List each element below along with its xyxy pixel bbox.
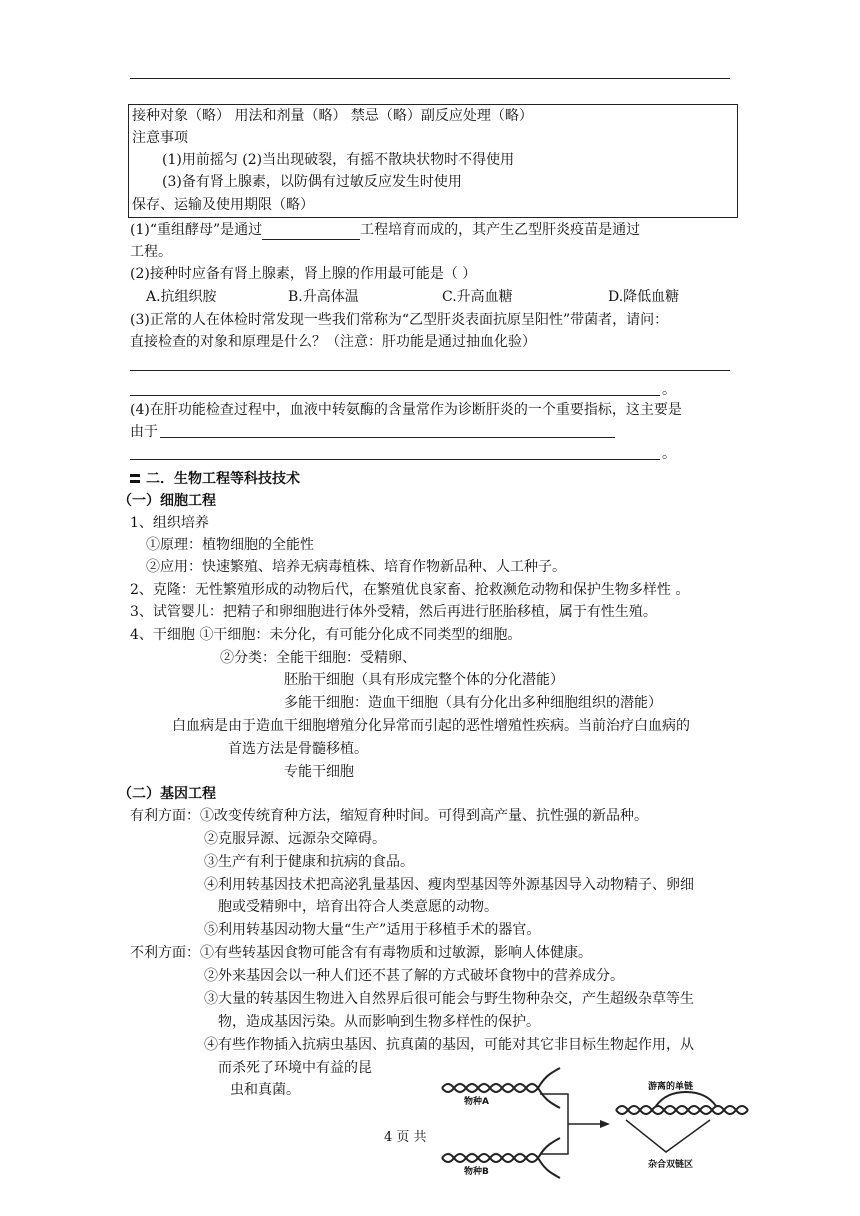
- box-line-1: 接种对象（略） 用法和剂量（略） 禁忌（略）副反应处理（略）: [132, 108, 533, 124]
- dna-hybridization-figure: [440, 1066, 770, 1186]
- q4-answer-line-2[interactable]: [130, 459, 660, 460]
- arrow-icon: [600, 1120, 610, 1128]
- item-1b: ②应用：快速繁殖、培养无病毒植株、培育作物新品种、人工种子。: [146, 559, 566, 575]
- item-4b: ②分类：全能干细胞：受精卵、: [220, 650, 416, 666]
- q4-answer-line-1[interactable]: [160, 437, 615, 438]
- item-4d: 多能干细胞：造血干细胞（具有分化出多种细胞组织的潜能）: [284, 695, 662, 711]
- q2-option-a: A.抗组织胺: [146, 289, 217, 305]
- section-marker-icon: [130, 474, 140, 484]
- question-3-line-2: 直接检查的对象和原理是什么？（注意：肝功能是通过抽血化验）: [130, 334, 536, 350]
- section-2-title-text: 二．生物工程等科技技术: [146, 471, 300, 487]
- item-4: 4、干细胞 ①干细胞：未分化，有可能分化成不同类型的细胞。: [130, 627, 522, 643]
- hybrid-helix: [616, 1092, 748, 1114]
- question-4-line-1: (4)在肝功能检查过程中，血液中转氨酶的含量常作为诊断肝炎的一个重要指标，这主要是: [130, 402, 682, 418]
- q1-post: 工程培育而成的，其产生乙型肝炎疫苗是通过: [360, 222, 641, 238]
- disadvantage-4c: 虫和真菌。: [230, 1082, 300, 1098]
- q1-continuation: 工程。: [130, 244, 172, 260]
- q3-period: 。: [662, 382, 676, 398]
- advantage-3: ③生产有利于健康和抗病的食品。: [204, 854, 414, 870]
- section-2-title: [130, 469, 300, 489]
- label-species-a: 物种A: [464, 1097, 489, 1107]
- q3-answer-line-1[interactable]: [130, 370, 730, 371]
- disadvantage-2: ②外来基因会以一种人们还不甚了解的方式破坏食物中的营养成分。: [204, 968, 624, 984]
- q2-option-b: B.升高体温: [288, 289, 359, 305]
- subsection-cell-engineering: （一）细胞工程: [118, 493, 216, 509]
- item-4e: 白血病是由于造血干细胞增殖分化异常而引起的恶性增殖性疾病。当前治疗白血病的: [172, 718, 690, 734]
- item-1a: ①原理：植物细胞的全能性: [146, 537, 314, 553]
- label-species-b: 物种B: [464, 1167, 489, 1177]
- box-line-2: 注意事项: [132, 130, 188, 146]
- q4-period: 。: [662, 446, 676, 462]
- disadvantage-4: ④有些作物插入抗病虫基因、抗真菌的基因，可能对其它非目标生物起作用，从: [204, 1037, 694, 1053]
- question-1: [130, 220, 640, 240]
- disadvantage-1: 不利方面：①有些转基因食物可能含有有毒物质和过敏源，影响人体健康。: [130, 945, 592, 961]
- advantage-4: ④利用转基因技术把高泌乳量基因、瘦肉型基因等外源基因导入动物精子、卵细: [204, 877, 694, 893]
- page-footer: 4 页 共: [384, 1130, 427, 1145]
- box-line-4: (3)备有肾上腺素，以防偶有过敏反应发生时使用: [162, 174, 462, 190]
- item-2: 2、克隆：无性繁殖形成的动物后代，在繁殖优良家畜、抢救濒危动物和保护生物多样性 。: [130, 582, 690, 598]
- item-4f: 首选方法是骨髓移植。: [228, 741, 368, 757]
- header-rule: [130, 78, 730, 79]
- species-a-helix: [442, 1068, 560, 1108]
- subsection-gene-engineering: （二）基因工程: [118, 786, 216, 802]
- advantage-4b: 胞或受精卵中，培育出符合人类意愿的动物。: [218, 899, 498, 915]
- hybrid-region-bracket: [626, 1120, 710, 1152]
- q3-answer-line-2[interactable]: [130, 395, 660, 396]
- q2-option-c: C.升高血糖: [442, 289, 513, 305]
- q2-option-d: D.降低血糖: [608, 289, 680, 305]
- disadvantage-4b: 而杀死了环境中有益的昆: [218, 1060, 372, 1076]
- question-2: (2)接种时应备有肾上腺素，肾上腺的作用最可能是（ ）: [130, 266, 477, 282]
- disadvantage-3b: 物，造成基因污染。从而影响到生物多样性的保护。: [218, 1014, 540, 1030]
- question-3-line-1: (3)正常的人在体检时常发现一些我们常称为“乙型肝炎表面抗原呈阳性”带菌者，请问：: [130, 312, 669, 328]
- box-line-5: 保存、运输及使用期限（略）: [132, 197, 314, 213]
- q1-pre: (1)“重组酵母”是通过: [130, 222, 263, 238]
- disadvantage-3: ③大量的转基因生物进入自然界后很可能会与野生物种杂交，产生超级杂草等生: [204, 991, 694, 1007]
- box-line-3: (1)用前摇匀 (2)当出现破裂，有摇不散块状物时不得使用: [162, 152, 515, 168]
- advantage-1: 有利方面：①改变传统育种方法，缩短育种时间。可得到高产量、抗性强的新品种。: [130, 808, 648, 824]
- item-3: 3、试管婴儿：把精子和卵细胞进行体外受精，然后再进行胚胎移植，属于有性生殖。: [130, 604, 657, 620]
- label-hybrid-region: 杂合双链区: [648, 1160, 694, 1170]
- species-b-helix: [442, 1138, 560, 1178]
- item-4c: 胚胎干细胞（具有形成完整个体的分化潜能）: [284, 672, 564, 688]
- advantage-5: ⑤利用转基因动物大量“生产”适用于移植手术的器官。: [204, 922, 541, 938]
- item-1: 1、组织培养: [130, 515, 209, 531]
- advantage-2: ②克服异源、远源杂交障碍。: [204, 831, 386, 847]
- q1-blank[interactable]: [262, 223, 360, 240]
- label-single-strand: 游离的单链: [648, 1082, 694, 1092]
- item-4g: 专能干细胞: [284, 764, 354, 780]
- question-4-line-2: 由于: [130, 424, 158, 440]
